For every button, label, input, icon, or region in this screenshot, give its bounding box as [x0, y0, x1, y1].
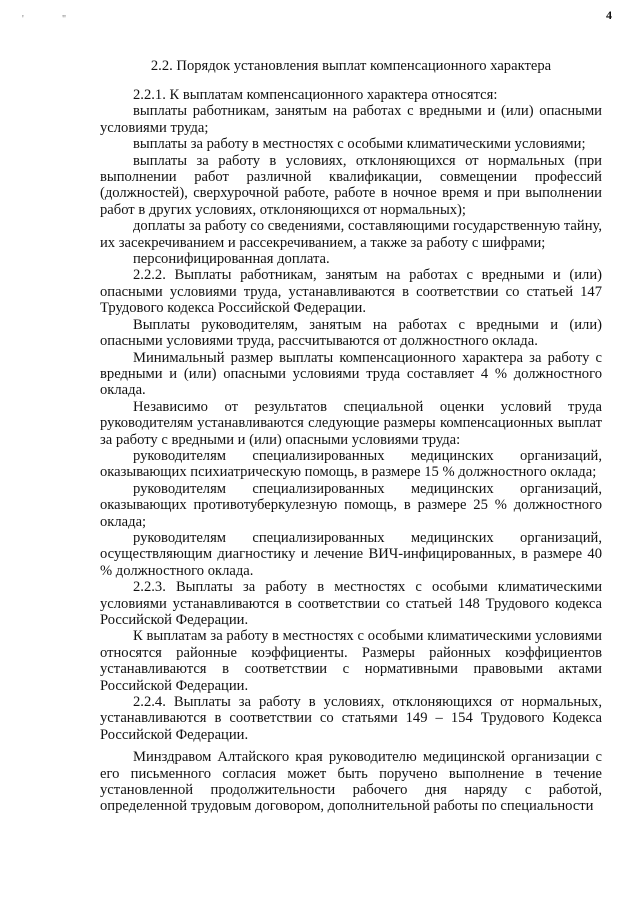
paragraph: К выплатам за работу в местностях с особыми климатическими условиями относятся районные коэффициенты. Размеры районных коэффициентов устанавливаются в соответствии с нормативными правовыми актами Российской Федерации. — [100, 628, 602, 694]
page-number: 4 — [606, 8, 612, 22]
paragraph: Минимальный размер выплаты компенсационного характера за работу с вредными и (или) опасными условиями труда составляет 4 % должностного оклада. — [100, 349, 602, 399]
document-body — [100, 58, 602, 815]
paragraph: руководителям специализированных медицинских организаций, оказывающих противотуберкулезную помощь, в размере 25 % должностного оклада; — [100, 480, 602, 530]
paragraph: выплаты за работу в местностях с особыми климатическими условиями; — [133, 136, 586, 153]
section-title: 2.2. Порядок установления выплат компенсационного характера — [150, 58, 552, 74]
paragraph: 2.2.3. Выплаты за работу в местностях с особыми климатическими условиями устанавливаются в соответствии со статьей 148 Трудового кодекса Российской Федерации. — [100, 579, 602, 628]
paragraph: 2.2.4. Выплаты за работу в условиях, отклоняющихся от нормальных, устанавливаются в соответствии со статьями 149 – 154 Трудового Кодекса Российской Федерации. — [100, 694, 602, 743]
paragraph: Выплаты руководителям, занятым на работах с вредными и (или) опасными условиями труда, рассчитываются от должностного оклада. — [100, 316, 602, 350]
paragraph: руководителям специализированных медицинских организаций, осуществляющим диагностику и лечение ВИЧ-инфицированных, в размере 40 % должностного оклада. — [100, 529, 602, 579]
paragraph: Минздравом Алтайского края руководителю медицинской организации с его письменного согласия может быть поручено выполнение в течение установленной продолжительности рабочего дня наряду с работой, определенной трудовым договором, дополнительной работы по специальности — [100, 749, 602, 815]
paragraph: Независимо от результатов специальной оценки условий труда руководителям устанавливаются следующие размеры компенсационных выплат за работу с вредными и (или) опасными условиями труда: — [100, 398, 602, 448]
scan-mark: " — [62, 14, 67, 25]
paragraph: 2.2.2. Выплаты работникам, занятым на работах с вредными и (или) опасными условиями труда, устанавливаются в соответствии со статьей 147 Трудового кодекса Российской Федерации. — [100, 267, 602, 317]
paragraph: выплаты за работу в условиях, отклоняющихся от нормальных (при выполнении работ различной квалификации, совмещении профессий (должностей), сверхурочной работе, работе в ночное время и при выполнении работ в других условиях, отклоняющихся от нормальных); — [100, 152, 602, 218]
paragraph: руководителям специализированных медицинских организаций, оказывающих психиатрическую помощь, в размере 15 % должностного оклада; — [100, 447, 602, 481]
paragraph: доплаты за работу со сведениями, составляющими государственную тайну, их засекречиванием и рассекречиванием, а также за работу с шифрами; — [100, 218, 602, 251]
paragraph: 2.2.1. К выплатам компенсационного характера относятся: — [133, 87, 498, 103]
scan-mark: ' — [22, 14, 24, 25]
paragraph: персонифицированная доплата. — [133, 251, 330, 268]
paragraph: выплаты работникам, занятым на работах с вредными и (или) опасными условиями труда; — [100, 103, 602, 136]
